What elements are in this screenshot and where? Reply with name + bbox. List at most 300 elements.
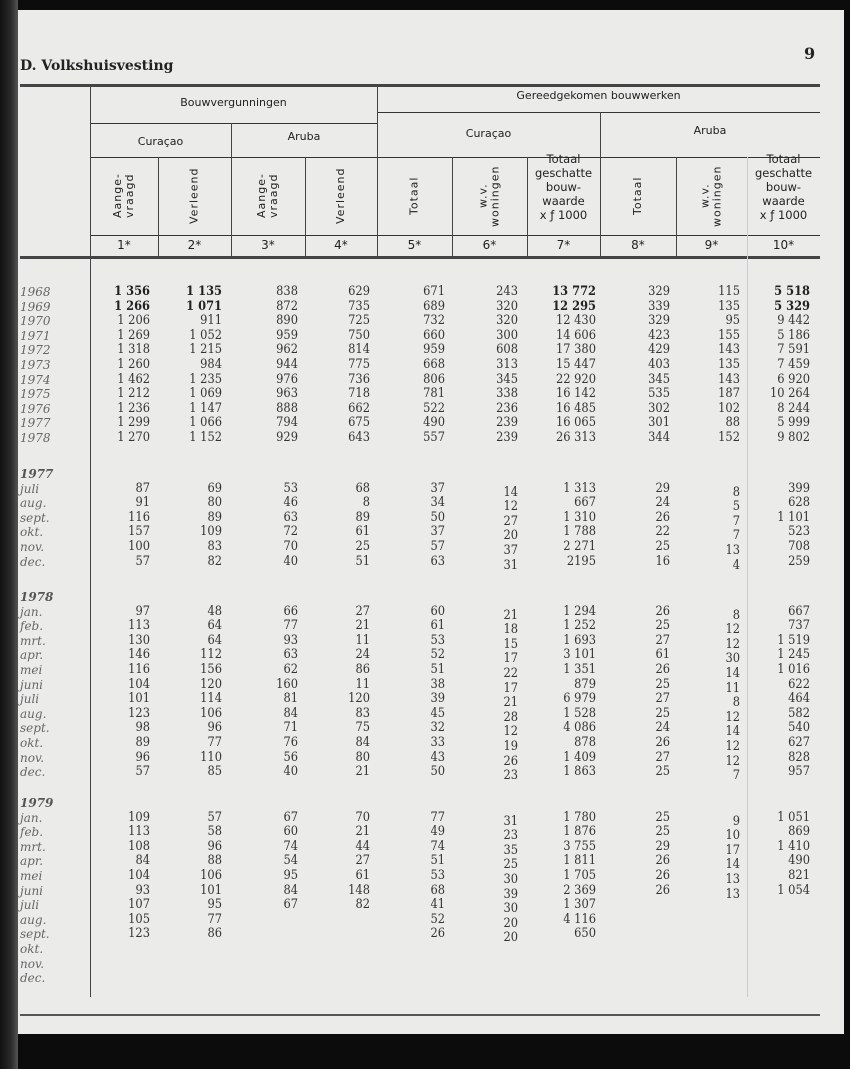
table-cell: 1 410 xyxy=(777,838,810,854)
table-cell: 1 351 xyxy=(563,662,596,677)
table-cell: 82 xyxy=(355,897,370,913)
table-cell: 1 270 xyxy=(117,430,150,445)
table-cell: 26 313 xyxy=(555,430,596,445)
table-cell: 236 xyxy=(496,400,518,416)
table-top-rule xyxy=(20,84,820,87)
table-cell: 27 xyxy=(355,853,370,869)
table-cell: 107 xyxy=(128,897,150,913)
table-cell: 52 xyxy=(430,911,445,927)
table-cell: 27 xyxy=(355,603,370,619)
table-cell: 1 780 xyxy=(563,809,596,825)
table-cell: 52 xyxy=(430,647,445,663)
table-cell: 959 xyxy=(276,327,298,343)
table-cell: 20 xyxy=(503,915,518,931)
row-label: mei xyxy=(20,869,43,883)
table-cell: 872 xyxy=(276,298,298,314)
table-cell: 57 xyxy=(207,809,222,825)
table-cell: 39 xyxy=(503,886,518,902)
table-cell: 23 xyxy=(503,768,518,784)
table-cell: 50 xyxy=(430,509,445,525)
table-cell: 535 xyxy=(648,386,670,402)
table-cell: 12 430 xyxy=(555,313,596,329)
rule xyxy=(90,123,377,124)
table-cell: 650 xyxy=(574,926,596,942)
table-cell: 26 xyxy=(655,509,670,525)
table-cell: 41 xyxy=(430,897,445,913)
table-cell: 157 xyxy=(128,524,150,540)
table-cell: 1 310 xyxy=(563,509,596,525)
row-label: nov. xyxy=(20,750,45,765)
table-cell: 1 135 xyxy=(186,284,222,299)
table-cell: 108 xyxy=(128,838,150,854)
table-cell: 523 xyxy=(788,524,810,540)
table-cell: 667 xyxy=(788,603,810,619)
table-cell: 84 xyxy=(283,705,298,721)
table-cell: 2195 xyxy=(566,553,596,569)
table-cell: 5 329 xyxy=(774,298,810,314)
group-bouwvergunningen: Bouwvergunningen xyxy=(180,96,287,109)
table-cell: 70 xyxy=(355,809,370,825)
table-cell: 26 xyxy=(655,868,670,883)
table-cell: 15 xyxy=(503,636,518,652)
rule xyxy=(90,235,820,236)
table-cell: 37 xyxy=(430,524,445,540)
row-label: 1973 xyxy=(20,358,51,372)
table-cell: 25 xyxy=(655,618,670,634)
column-number: 8* xyxy=(631,238,645,252)
table-cell: 3 101 xyxy=(563,647,596,663)
table-cell: 11 xyxy=(355,632,370,648)
table-cell: 63 xyxy=(283,509,298,525)
row-label: juli xyxy=(20,481,40,496)
table-cell: 1 101 xyxy=(777,509,810,525)
table-cell: 160 xyxy=(276,676,298,692)
table-cell: 61 xyxy=(355,524,370,540)
table-cell: 109 xyxy=(200,524,222,540)
table-cell: 64 xyxy=(207,618,222,634)
group-gereedgekomen: Gereedgekomen bouwwerken xyxy=(516,89,681,102)
table-cell: 72 xyxy=(283,524,298,540)
table-cell: 152 xyxy=(718,430,740,445)
column-number: 6* xyxy=(482,238,497,252)
column-header-label: Aange- vraagd xyxy=(111,173,136,219)
table-cell: 557 xyxy=(423,430,445,445)
row-label: aug. xyxy=(20,706,47,721)
table-cell: 27 xyxy=(655,632,670,648)
table-cell: 1 409 xyxy=(563,749,596,765)
table-cell: 301 xyxy=(648,415,670,431)
table-cell: 243 xyxy=(496,284,518,299)
table-cell: 30 xyxy=(503,872,518,887)
row-label: nov. xyxy=(20,956,45,971)
table-cell: 61 xyxy=(355,868,370,883)
table-cell: 87 xyxy=(135,480,150,496)
table-cell: 25 xyxy=(355,539,370,554)
table-cell: 95 xyxy=(283,868,298,883)
row-label: jan. xyxy=(20,810,43,825)
table-cell: 68 xyxy=(430,882,445,898)
column-header-label: Totaal geschatte bouw- waarde x ƒ 1000 xyxy=(534,152,593,222)
row-label: sept. xyxy=(20,721,50,736)
table-cell: 671 xyxy=(423,284,445,299)
table-cell: 30 xyxy=(503,901,518,917)
table-cell: 8 xyxy=(362,495,370,511)
table-cell: 56 xyxy=(283,749,298,765)
table-cell: 84 xyxy=(283,882,298,898)
table-cell: 667 xyxy=(574,495,596,511)
table-cell: 61 xyxy=(430,618,445,634)
table-cell: 27 xyxy=(503,513,518,529)
header-bottom-rule xyxy=(20,256,820,259)
table-cell: 25 xyxy=(655,705,670,721)
table-cell: 44 xyxy=(355,838,370,854)
table-cell: 1 705 xyxy=(563,868,596,883)
table-cell: 7 459 xyxy=(777,357,810,372)
table-cell: 628 xyxy=(788,495,810,511)
row-label: apr. xyxy=(20,854,44,869)
table-cell: 43 xyxy=(430,749,445,765)
table-cell: 21 xyxy=(503,695,518,711)
table-cell: 5 186 xyxy=(777,327,810,343)
table-cell: 12 xyxy=(725,636,740,652)
table-cell: 28 xyxy=(503,709,518,725)
table-cell: 91 xyxy=(135,495,150,511)
row-label: 1972 xyxy=(20,343,51,358)
table-cell: 17 xyxy=(725,842,740,858)
table-cell: 89 xyxy=(207,509,222,525)
table-cell: 1 528 xyxy=(563,705,596,721)
table-cell: 16 065 xyxy=(555,415,596,431)
table-cell: 794 xyxy=(276,415,298,431)
table-cell: 4 086 xyxy=(563,720,596,736)
row-label: sept. xyxy=(20,510,50,525)
table-cell: 259 xyxy=(788,553,810,569)
column-header-label: Verleend xyxy=(334,167,347,225)
table-cell: 24 xyxy=(655,495,670,511)
table-cell: 959 xyxy=(423,342,445,358)
table-cell: 239 xyxy=(496,415,518,431)
table-cell: 26 xyxy=(655,735,670,750)
block-year-label: 1978 xyxy=(20,590,54,604)
row-label: okt. xyxy=(20,736,44,750)
table-cell: 1 054 xyxy=(777,882,810,898)
table-cell: 37 xyxy=(430,480,445,496)
table-cell: 62 xyxy=(283,662,298,677)
table-cell: 89 xyxy=(135,735,150,750)
table-cell: 120 xyxy=(348,691,370,707)
table-cell: 9 442 xyxy=(777,313,810,329)
table-cell: 10 264 xyxy=(769,386,810,402)
table-cell: 148 xyxy=(348,882,370,898)
table-cell: 14 xyxy=(725,666,740,681)
table-cell: 540 xyxy=(788,720,810,736)
sub-aruba: Aruba xyxy=(287,130,321,143)
table-cell: 67 xyxy=(283,809,298,825)
column-header-label: Totaal xyxy=(631,176,644,216)
table-cell: 58 xyxy=(207,824,222,840)
table-cell: 1 245 xyxy=(777,647,810,663)
table-cell: 7 xyxy=(732,768,740,784)
table-cell: 24 xyxy=(655,720,670,736)
table-cell: 51 xyxy=(430,853,445,869)
table-cell: 20 xyxy=(503,528,518,544)
table-cell: 22 920 xyxy=(555,371,596,387)
table-cell: 86 xyxy=(355,662,370,677)
table-cell: 16 142 xyxy=(555,386,596,402)
table-cell: 115 xyxy=(718,284,740,299)
column-number: 4* xyxy=(334,238,348,252)
table-cell: 399 xyxy=(788,480,810,496)
table-cell: 12 xyxy=(725,739,740,754)
table-cell: 9 xyxy=(732,813,740,829)
row-label: dec. xyxy=(20,971,46,986)
table-cell: 1 294 xyxy=(563,603,596,619)
row-label: juni xyxy=(20,883,44,898)
table-cell: 26 xyxy=(655,662,670,677)
table-cell: 120 xyxy=(200,676,222,692)
row-label: feb. xyxy=(20,619,44,634)
table-cell: 12 xyxy=(503,499,518,515)
table-cell: 3 755 xyxy=(563,838,596,854)
table-cell: 15 447 xyxy=(555,357,596,372)
table-cell: 1 269 xyxy=(117,327,150,343)
table-cell: 4 xyxy=(732,557,740,573)
table-cell: 12 xyxy=(725,709,740,725)
table-cell: 660 xyxy=(423,327,445,343)
table-cell: 25 xyxy=(655,809,670,825)
table-cell: 93 xyxy=(135,882,150,898)
row-label: 1970 xyxy=(20,314,51,329)
table-cell: 40 xyxy=(283,764,298,780)
table-cell: 77 xyxy=(207,911,222,927)
table-cell: 464 xyxy=(788,691,810,707)
table-cell: 345 xyxy=(496,371,518,387)
table-cell: 97 xyxy=(135,603,150,619)
table-cell: 123 xyxy=(128,926,150,942)
table-cell: 69 xyxy=(207,480,222,496)
table-cell: 116 xyxy=(128,509,150,525)
table-cell: 313 xyxy=(496,357,518,372)
table-cell: 74 xyxy=(283,838,298,854)
row-label: sept. xyxy=(20,927,50,942)
table-cell: 143 xyxy=(718,342,740,358)
table-cell: 54 xyxy=(283,853,298,869)
sub-curacao: Curaçao xyxy=(465,127,512,140)
row-label: okt. xyxy=(20,942,44,956)
table-cell: 96 xyxy=(135,749,150,765)
table-cell: 338 xyxy=(496,386,518,402)
table-cell: 24 xyxy=(355,647,370,663)
table-cell: 5 999 xyxy=(777,415,810,431)
table-cell: 708 xyxy=(788,539,810,554)
table-cell: 29 xyxy=(655,480,670,496)
row-label: mrt. xyxy=(20,839,46,854)
table-cell: 814 xyxy=(348,342,370,358)
table-cell: 45 xyxy=(430,705,445,721)
table-cell: 339 xyxy=(648,298,670,314)
table-cell: 77 xyxy=(283,618,298,634)
row-label: juli xyxy=(20,898,40,913)
table-cell: 67 xyxy=(283,897,298,913)
table-cell: 51 xyxy=(430,662,445,677)
table-cell: 16 xyxy=(655,553,670,569)
column-number: 5* xyxy=(407,238,422,252)
table-cell: 627 xyxy=(788,735,810,750)
table-cell: 23 xyxy=(503,828,518,844)
table-cell: 84 xyxy=(355,735,370,750)
table-cell: 14 xyxy=(503,484,518,500)
table-cell: 300 xyxy=(496,327,518,343)
table-cell: 113 xyxy=(128,824,150,840)
table-cell: 96 xyxy=(207,838,222,854)
table-cell: 1 313 xyxy=(563,480,596,496)
row-label: 1974 xyxy=(20,372,51,387)
table-cell: 106 xyxy=(200,868,222,883)
row-label: 1975 xyxy=(20,387,51,402)
row-label: jan. xyxy=(20,604,43,619)
table-cell: 10 xyxy=(725,828,740,844)
row-label: okt. xyxy=(20,525,44,540)
table-cell: 1 066 xyxy=(189,415,222,431)
table-cell: 63 xyxy=(283,647,298,663)
table-cell: 689 xyxy=(423,298,445,314)
table-cell: 70 xyxy=(283,539,298,554)
table-cell: 11 xyxy=(355,676,370,692)
table-cell: 29 xyxy=(655,838,670,854)
table-cell: 662 xyxy=(348,400,370,416)
table-cell: 143 xyxy=(718,371,740,387)
row-label: mrt. xyxy=(20,633,46,648)
table-cell: 35 xyxy=(503,842,518,858)
table-cell: 109 xyxy=(128,809,150,825)
table-cell: 1 299 xyxy=(117,415,150,431)
table-cell: 31 xyxy=(503,813,518,829)
table-cell: 95 xyxy=(207,897,222,913)
table-cell: 187 xyxy=(718,386,740,402)
table-cell: 888 xyxy=(276,400,298,416)
table-cell: 96 xyxy=(207,720,222,736)
column-header-label: w.v. woningen xyxy=(476,165,502,227)
table-cell: 1 236 xyxy=(117,400,150,416)
table-cell: 71 xyxy=(283,720,298,736)
table-cell: 1 215 xyxy=(189,342,222,358)
table-cell: 26 xyxy=(503,753,518,769)
table-cell: 582 xyxy=(788,705,810,721)
table-cell: 1 307 xyxy=(563,897,596,913)
table-cell: 68 xyxy=(355,480,370,496)
table-cell: 53 xyxy=(430,632,445,648)
column-header-label: Totaal xyxy=(407,176,421,216)
sub-aruba: Aruba xyxy=(693,124,727,137)
table-cell: 4 116 xyxy=(563,911,596,927)
table-cell: 102 xyxy=(718,400,740,416)
table-cell: 12 xyxy=(725,753,740,769)
table-cell: 100 xyxy=(128,539,150,554)
table-cell: 32 xyxy=(430,720,445,736)
table-cell: 1 260 xyxy=(117,357,150,372)
table-cell: 329 xyxy=(648,284,670,299)
table-cell: 13 xyxy=(725,872,740,887)
section-title: D. Volkshuisvesting xyxy=(20,58,174,74)
sub-curacao: Curaçao xyxy=(137,135,184,148)
table-cell: 13 xyxy=(725,543,740,558)
table-cell: 57 xyxy=(135,764,150,780)
column-header-label: Totaal geschatte bouw- waarde x ƒ 1000 xyxy=(754,152,813,222)
table-cell: 1 519 xyxy=(777,632,810,648)
column-number: 10* xyxy=(772,238,795,252)
table-cell: 88 xyxy=(207,853,222,869)
table-cell: 911 xyxy=(200,313,222,329)
table-cell: 14 xyxy=(725,857,740,873)
table-cell: 17 xyxy=(503,680,518,696)
column-number: 9* xyxy=(704,238,719,252)
table-cell: 33 xyxy=(430,735,445,750)
table-cell: 77 xyxy=(207,735,222,750)
table-cell: 25 xyxy=(503,857,518,873)
table-cell: 51 xyxy=(355,553,370,569)
table-cell: 429 xyxy=(648,342,670,358)
table-cell: 105 xyxy=(128,911,150,927)
column-number: 3* xyxy=(261,238,275,252)
table-cell: 155 xyxy=(718,327,740,343)
table-cell: 878 xyxy=(574,735,596,750)
table-cell: 403 xyxy=(648,357,670,372)
table-cell: 104 xyxy=(128,676,150,692)
table-cell: 49 xyxy=(430,824,445,840)
table-cell: 53 xyxy=(430,868,445,883)
table-cell: 1 212 xyxy=(117,386,150,402)
table-cell: 25 xyxy=(655,539,670,554)
table-cell: 737 xyxy=(788,618,810,634)
table-cell: 1 152 xyxy=(189,430,222,445)
table-cell: 156 xyxy=(200,662,222,677)
table-cell: 46 xyxy=(283,495,298,511)
table-cell: 101 xyxy=(128,691,150,707)
table-cell: 13 xyxy=(725,886,740,902)
table-cell: 82 xyxy=(207,553,222,569)
table-cell: 19 xyxy=(503,739,518,754)
table-cell: 8 xyxy=(732,607,740,623)
table-cell: 1 266 xyxy=(114,298,150,314)
row-label: 1976 xyxy=(20,401,51,416)
table-cell: 12 xyxy=(725,622,740,638)
table-cell: 21 xyxy=(355,618,370,634)
row-label: apr. xyxy=(20,648,44,663)
table-cell: 86 xyxy=(207,926,222,942)
table-cell: 1 876 xyxy=(563,824,596,840)
table-cell: 2 369 xyxy=(563,882,596,898)
table-cell: 39 xyxy=(430,691,445,707)
table-cell: 957 xyxy=(788,764,810,780)
table-cell: 26 xyxy=(655,853,670,869)
column-header-label: Verleend xyxy=(187,167,201,225)
page-number: 9 xyxy=(804,44,816,63)
row-label: 1977 xyxy=(20,416,51,431)
table-cell: 14 xyxy=(725,724,740,740)
table-cell: 74 xyxy=(430,838,445,854)
table-cell: 64 xyxy=(207,632,222,648)
block-year-label: 1977 xyxy=(20,467,54,481)
row-label: 1968 xyxy=(20,285,51,299)
table-cell: 83 xyxy=(355,705,370,721)
table-cell: 2 271 xyxy=(563,539,596,554)
table-cell: 1 206 xyxy=(117,313,150,329)
table-cell: 135 xyxy=(718,298,740,314)
table-cell: 629 xyxy=(348,284,370,299)
table-cell: 750 xyxy=(348,327,370,343)
table-cell: 14 606 xyxy=(555,327,596,343)
table-cell: 1 788 xyxy=(563,524,596,540)
